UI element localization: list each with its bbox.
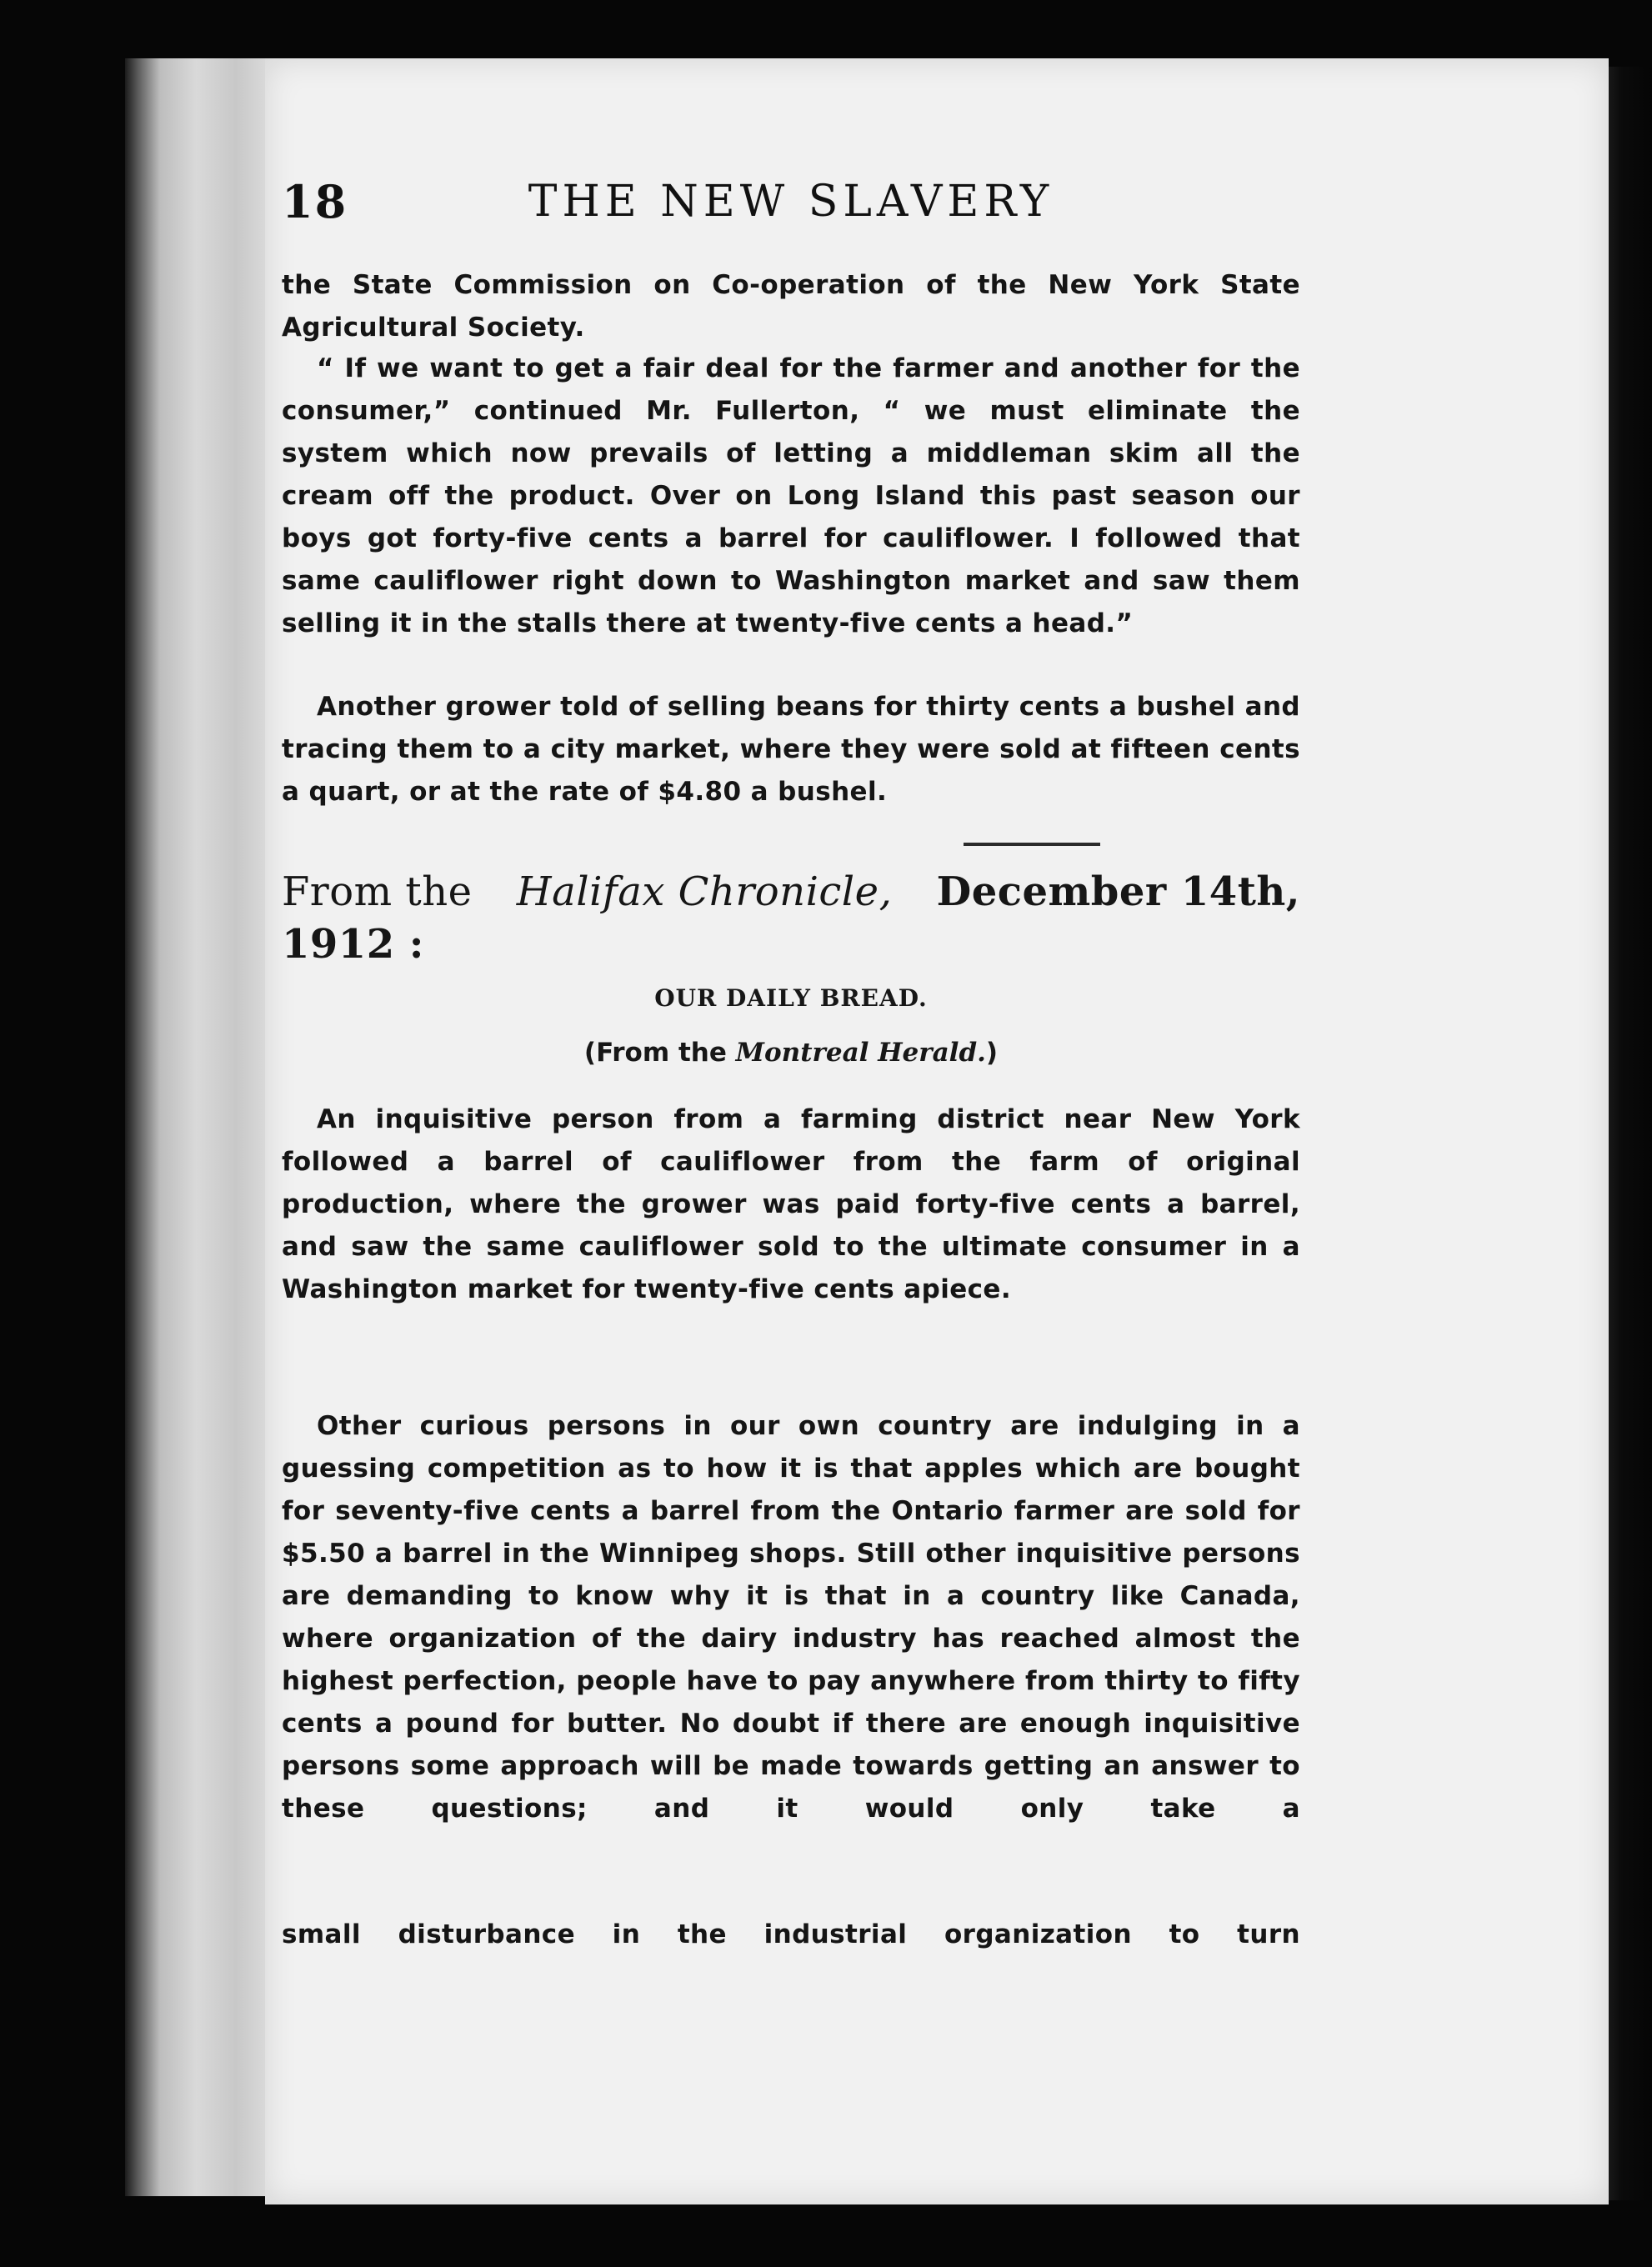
- section-divider: [964, 843, 1100, 846]
- page-header: [282, 168, 1300, 235]
- section-heading-publication: Halifax Chronicle,: [516, 868, 893, 915]
- article-source-suffix: ): [985, 1038, 999, 1068]
- section-heading-year: 1912 :: [282, 921, 425, 968]
- paragraph-apples-butter: Other curious persons in our own country are indulging in a guessing competition as to how it is that apples which are bought for seventy-five cents a barrel from the Ontario farmer are sold for $5.50 a barrel in the Winnipeg shops. Still other inquisitive persons are demanding to know why it is that in a country like Canada, where organization of the dairy industry has reached almost the highest perfection, people have to pay anywhere from thirty to fifty cents a pound for butter. No doubt if there are enough inquisitive persons some approach will be made towards getting an answer to these questions; and it would only take a: [282, 1411, 1300, 1824]
- article-source: [282, 1028, 1300, 1078]
- scan-left-margin: [125, 58, 283, 2196]
- section-heading-date: December 14th,: [936, 868, 1300, 915]
- paragraph-continues: small disturbance in the industrial organization to turn: [282, 1919, 1300, 1949]
- section-heading-line: [282, 866, 1300, 918]
- section-heading: [282, 866, 1300, 971]
- paragraph-continuation: the State Commission on Co-operation of the New York State Agricultural Society.: [282, 270, 1300, 343]
- running-title: THE NEW SLAVERY: [528, 177, 1054, 227]
- section-heading-prefix: From the: [282, 868, 473, 915]
- paragraph-beans: Another grower told of selling beans for thirty cents a bushel and tracing them to a city market, where they were sold at fifteen cents a quart, or at the rate of $4.80 a bushel.: [282, 692, 1300, 807]
- page-number: 18: [282, 175, 348, 228]
- article-source-prefix: (From the: [583, 1038, 727, 1068]
- article-source-publication: Montreal Herald.: [735, 1038, 986, 1068]
- paragraph-fullerton-quote: “ If we want to get a fair deal for the farmer and another for the consumer,” continued Mr. Fullerton, “ we must eliminate the system which now prevails of letting a middleman skim all the cream off the product. Over on Long Island this past season our boys got forty-five cents a barrel for cauliflower. I followed that same cauliflower right down to Washington market and saw them selling it in the stalls there at twenty-five cents a head.”: [282, 353, 1300, 638]
- paragraph-cauliflower: An inquisitive person from a farming district near New York followed a barrel of cauliflower from the farm of original production, where the grower was paid forty-five cents a barrel, and saw the same cauliflower sold to the ultimate consumer in a Washington market for twenty-five cents apiece.: [282, 1104, 1300, 1304]
- article-title: OUR DAILY BREAD.: [654, 984, 928, 1012]
